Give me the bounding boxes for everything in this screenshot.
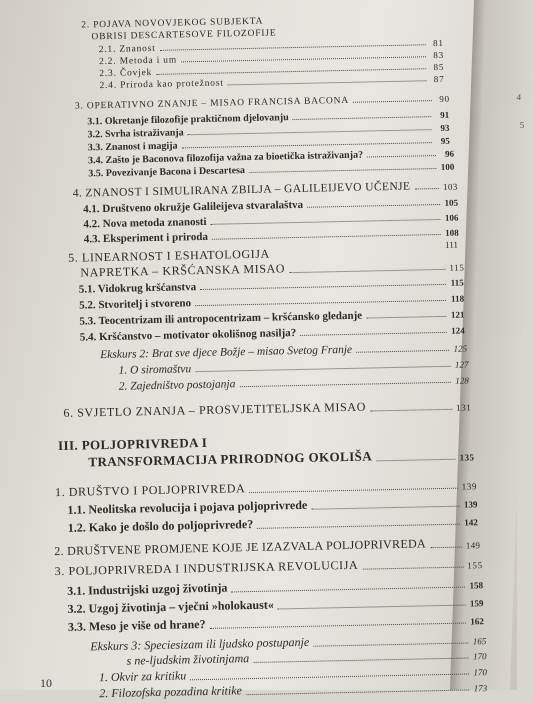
toc-entry: 4.3. Eksperiment i priroda 108 xyxy=(83,227,459,246)
toc-entry: 3.2. Svrha istraživanja 93 xyxy=(87,122,450,141)
toc-entry: 3.4. Zašto je Baconova filozofija važna za bioetička istraživanja? 96 xyxy=(87,148,455,167)
toc-chapter-title: 2. DRUŠTVENE PROMJENE KOJE JE IZAZVALA POLJOPRIVREDA 149 xyxy=(54,536,481,559)
toc-part-title: TRANSFORMACIJA PRIRODNOG OKOLIŠA 135 xyxy=(88,448,475,470)
toc-entry: 2.2. Metoda i um 83 xyxy=(98,49,445,68)
toc-entry: 5.1. Vidokrug kršćanstva 115 xyxy=(78,277,464,296)
toc-entry: 3.3. Znanost i magija 95 xyxy=(87,135,450,154)
toc-entry: 1. Okvir za kritiku 170 xyxy=(98,667,488,685)
toc-entry: 4.1. Društveno okružje Galileijeva stvaralaštva 105 xyxy=(82,197,459,216)
toc-part-title: III. POLJOPRIVREDA I xyxy=(57,434,208,454)
toc-chapter-title: OBRISI DESCARTESOVE FILOZOFIJE xyxy=(91,28,277,43)
toc-entry: 5.4. Kršćanstvo – motivator okolišnog nasilja? 124 xyxy=(79,325,465,344)
toc-entry: 2. Zajedništvo postojanja 128 xyxy=(118,375,469,393)
toc-entry: 3.1. Okretanje filozofije praktičnom djelovanju 91 xyxy=(87,109,450,128)
toc-entry: 3.3. Meso je više od hrane? 162 xyxy=(67,616,484,634)
toc-entry: 1. O siromaštvu 127 xyxy=(118,359,469,377)
toc-chapter-title: 1. DRUŠTVO I POLJOPRIVREDA 139 xyxy=(54,481,478,500)
facing-page-mark: 5 xyxy=(519,120,525,130)
toc-entry: 2.3. Čovjek 85 xyxy=(99,61,445,80)
facing-page-mark: 4 xyxy=(516,92,522,102)
toc-entry: 5.2. Stvoritelj i stvoreno 118 xyxy=(79,293,465,312)
toc-excursus-title: s ne-ljudskim životinjama 170 xyxy=(126,651,487,668)
toc-excursus-title: Ekskurs 3: Speciesizam ili ljudsko postupanje 165 xyxy=(90,634,487,654)
toc-entry: 5.3. Teocentrizam ili antropocentrizam – kršćansko gledanje 121 xyxy=(79,309,465,328)
toc-entry: 1.2. Kako je došlo do poljoprivrede? 142 xyxy=(67,516,478,535)
toc-entry: 2.1. Znanost 81 xyxy=(98,37,444,56)
toc-chapter-title: 3. POLJOPRIVREDA I INDUSTRIJSKA REVOLUCIJA 155 xyxy=(54,557,483,579)
toc-entry: 3.2. Uzgoj životinja – vječni »holokaust« 159 xyxy=(67,597,484,616)
toc-entry: 2. Filozofska pozadina kritike 173 xyxy=(99,683,488,701)
page-number: 10 xyxy=(40,676,52,690)
toc-entry: 3.1. Industrijski uzgoj životinja 158 xyxy=(66,580,484,598)
toc-chapter-title: NAPRETKA – KRŠĆANSKA MISAO 115 xyxy=(80,261,465,280)
toc-excursus-title: Ekskurs 2: Brat sve djece Božje – misao Svetog Franje 125 xyxy=(100,343,468,362)
toc-page-number: 111 xyxy=(444,239,459,250)
toc-entry: 3.5. Povezivanje Bacona i Descartesa 100 xyxy=(88,161,455,180)
toc-chapter-title: 4. ZNANOST I SIMULIRANA ZBILJA – GALILEIJEVO UČENJE 103 xyxy=(72,180,458,200)
toc-chapter-title: 2. POJAVA NOVOVJEKOG SUBJEKTA xyxy=(81,16,264,31)
toc-entry: 2.4. Priroda kao protežnost 87 xyxy=(99,73,445,92)
toc-entry: 1.1. Neolitska revolucija i pojava poljoprivrede 139 xyxy=(67,497,478,517)
toc-chapter-title: 6. SVJETLO ZNANJA – PROSVJETITELJSKA MISAO 131 xyxy=(63,399,472,420)
toc-chapter-title: 3. OPERATIVNO ZNANJE – MISAO FRANCISA BACONA 90 xyxy=(74,93,450,112)
toc-entry: 4.2. Nova metoda znanosti 106 xyxy=(83,212,459,231)
toc-chapter-title: 5. LINEARNOST I ESHATOLOGIJA xyxy=(67,246,270,265)
